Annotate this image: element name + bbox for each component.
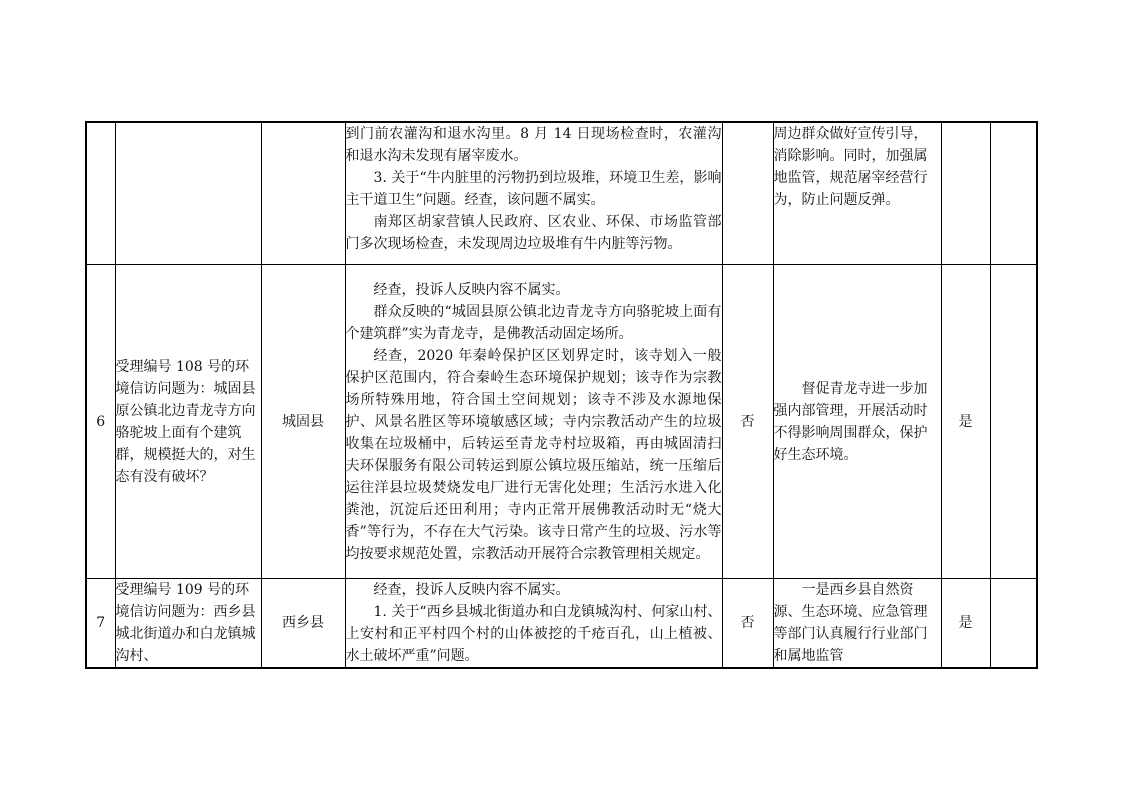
issue-cell: 受理编号 109 号的环境信访问题为：西乡县城北街道办和白龙镇城沟村、: [115, 579, 261, 669]
issue-cell: [115, 122, 261, 265]
result-paragraph: 经查，投诉人反映内容不属实。: [373, 281, 570, 298]
measures-paragraph: 督促青龙寺进一步加强内部管理，开展活动时不得影响周围群众，保护好生态环境。: [773, 380, 928, 463]
verified-cell: 否: [722, 265, 773, 579]
verified-cell: 否: [722, 579, 773, 669]
result-cell: [345, 579, 722, 669]
measures-paragraph: 一是西乡县自然资源、生态环境、应急管理等部门认真履行行业部门和属地监管: [773, 582, 928, 664]
county-cell: [261, 122, 345, 265]
result-paragraph: 经查，投诉人反映内容不属实。: [373, 582, 570, 598]
result-paragraph: 1. 关于“西乡县城北街道办和白龙镇城沟村、何家山村、上安村和正平村四个村的山体被挖的千疮百孔，山上植被、水土破坏严重”问题。: [345, 604, 722, 664]
completed-cell: 是: [941, 579, 990, 669]
table-row: [86, 579, 1037, 669]
result-paragraph: 群众反映的“城固县原公镇北边青龙寺方向骆驼坡上面有个建筑群”实为青龙寺，是佛教活动固定场所。: [345, 303, 722, 342]
measures-cell: 周边群众做好宣传引导，消除影响。同时，加强属地监管，规范屠宰经营行为，防止问题反弹。: [773, 122, 941, 265]
empty-cell: [990, 122, 1037, 265]
result-cell: [345, 265, 722, 579]
county-cell: 城固县: [261, 265, 345, 579]
result-paragraph: 南郑区胡家营镇人民政府、区农业、环保、市场监管部门多次现场检查，未发现周边垃圾堆有牛内脏等污物。: [345, 214, 722, 252]
table-row: [86, 265, 1037, 579]
result-paragraph: 到门前农灌沟和退水沟里。8 月 14 日现场检查时，农灌沟和退水沟未发现有屠宰废水。: [345, 126, 722, 164]
county-cell: 西乡县: [261, 579, 345, 669]
issue-cell: 受理编号 108 号的环境信访问题为：城固县原公镇北边青龙寺方向骆驼坡上面有个建筑群，规模挺大的，对生态有没有破坏？: [115, 265, 261, 579]
report-table: [85, 121, 1038, 669]
empty-cell: [990, 265, 1037, 579]
measures-cell: [773, 265, 941, 579]
result-cell: [345, 122, 722, 265]
row-number: [86, 122, 115, 265]
empty-cell: [990, 579, 1037, 669]
result-paragraph: 经查，2020 年秦岭保护区区划界定时，该寺划入一般保护区范围内，符合秦岭生态环境保护规划；该寺作为宗教场所特殊用地，符合国土空间规划；该寺不涉及水源地保护、风景名胜区等环境敏感区域；寺内宗教活动产生的垃圾收集在垃圾桶中，后转运至青龙寺村垃圾箱，再由城固清扫夫环保服务有限公司转运到原公镇垃圾压缩站，统一压缩后运往洋县垃圾焚烧发电厂进行无害化处理；生活污水进入化粪池，沉淀后还田利用；寺内正常开展佛教活动时无“烧大香”等行为，不存在大气污染。该寺日常产生的垃圾、污水等均按要求规范处置，宗教活动开展符合宗教管理相关规定。: [345, 347, 722, 562]
result-paragraph: 3. 关于“牛内脏里的污物扔到垃圾堆，环境卫生差，影响主干道卫生”问题。经查，该问题不属实。: [345, 170, 722, 208]
table-row: [86, 122, 1037, 265]
measures-cell: [773, 579, 941, 669]
row-number: 7: [86, 579, 115, 669]
row-number: 6: [86, 265, 115, 579]
completed-cell: [941, 122, 990, 265]
verified-cell: [722, 122, 773, 265]
completed-cell: 是: [941, 265, 990, 579]
